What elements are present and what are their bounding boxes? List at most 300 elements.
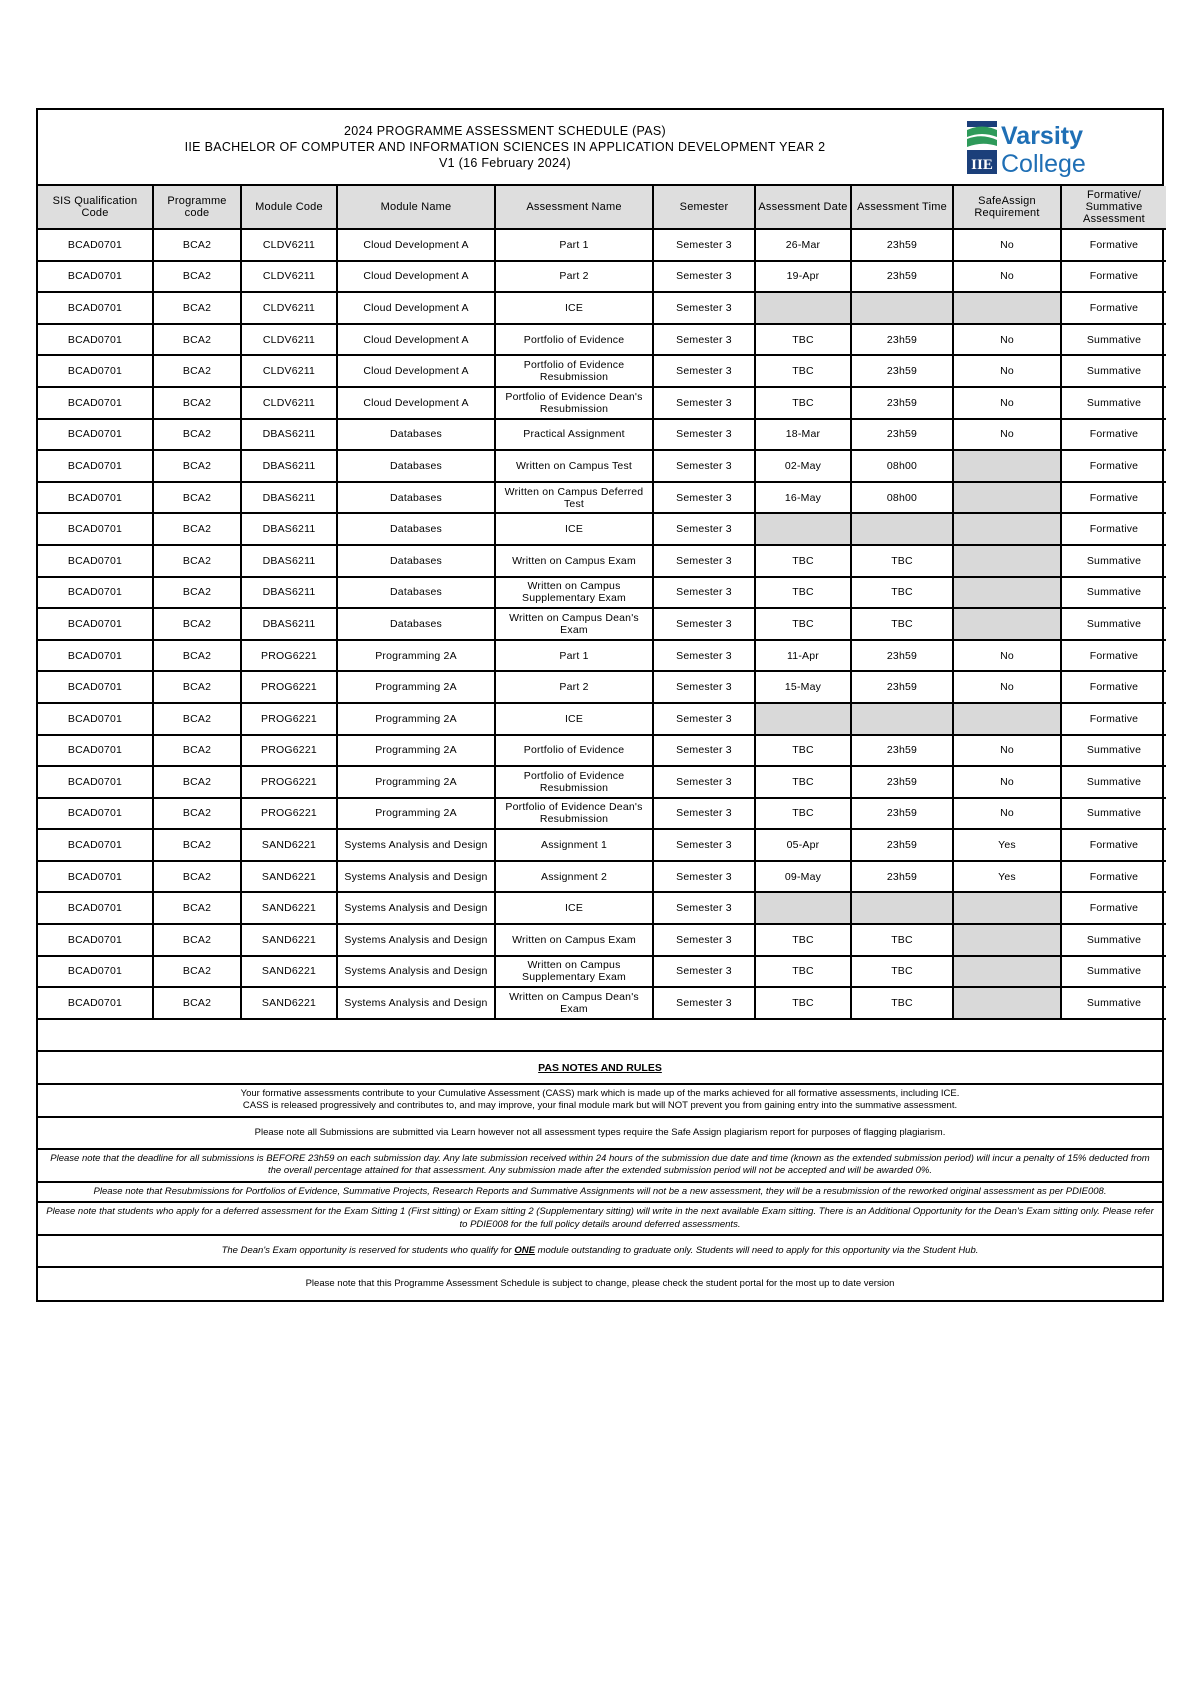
module-name-cell: Databases [337, 513, 495, 545]
assessment-name-cell: ICE [495, 513, 653, 545]
assessment-date-cell: TBC [755, 608, 851, 640]
assessment-time-cell: TBC [851, 545, 953, 577]
module-code-cell: DBAS6211 [241, 450, 337, 482]
assessment-schedule-sheet [36, 108, 1164, 1302]
assessment-type-cell: Summative [1061, 608, 1166, 640]
assessment-type-cell: Summative [1061, 735, 1166, 767]
assessment-name-cell: Portfolio of Evidence Dean's Resubmission [495, 798, 653, 830]
safeassign-cell: No [953, 419, 1061, 451]
sis-code-cell: BCAD0701 [38, 292, 153, 324]
assessment-date-cell: 11-Apr [755, 640, 851, 672]
assessment-time-cell: TBC [851, 956, 953, 988]
column-header: Programme code [153, 186, 241, 229]
module-code-cell: DBAS6211 [241, 545, 337, 577]
assessment-date-cell: TBC [755, 735, 851, 767]
note-deadline: Please note that the deadline for all submissions is BEFORE 23h59 on each submission day. Any late submission received within 24 hours of the submission due date and time (known as the extended submission period) will incur a penalty of 15% deducted from the overall percentage attained for that assessment. Any submission made after the extended submission period will not be accepted and will be awarded 0%. [38, 1150, 1162, 1183]
sis-code-cell: BCAD0701 [38, 892, 153, 924]
safeassign-cell [953, 545, 1061, 577]
note-deans-exam [38, 1236, 1162, 1268]
safeassign-cell [953, 987, 1061, 1019]
sis-code-cell: BCAD0701 [38, 766, 153, 798]
module-code-cell: PROG6221 [241, 640, 337, 672]
module-name-cell: Systems Analysis and Design [337, 956, 495, 988]
assessment-type-cell: Formative [1061, 829, 1166, 861]
assessment-date-cell: TBC [755, 577, 851, 609]
schedule-header [38, 110, 1162, 186]
assessment-name-cell: Written on Campus Deferred Test [495, 482, 653, 514]
programme-code-cell: BCA2 [153, 798, 241, 830]
table-row [38, 482, 1166, 514]
semester-cell: Semester 3 [653, 292, 755, 324]
module-name-cell: Cloud Development A [337, 229, 495, 261]
assessment-name-cell: Portfolio of Evidence Dean's Resubmission [495, 387, 653, 419]
module-code-cell: CLDV6211 [241, 324, 337, 356]
note-disclaimer: Please note that this Programme Assessment Schedule is subject to change, please check the student portal for the most up to date version [305, 1278, 895, 1290]
assessment-name-cell: Written on Campus Test [495, 450, 653, 482]
semester-cell: Semester 3 [653, 861, 755, 893]
assessment-type-cell: Formative [1061, 703, 1166, 735]
module-code-cell: DBAS6211 [241, 419, 337, 451]
assessment-time-cell: 23h59 [851, 798, 953, 830]
semester-cell: Semester 3 [653, 545, 755, 577]
programme-code-cell: BCA2 [153, 577, 241, 609]
table-row [38, 261, 1166, 293]
table-row [38, 577, 1166, 609]
table-row [38, 892, 1166, 924]
table-row [38, 450, 1166, 482]
table-row [38, 798, 1166, 830]
assessment-type-cell: Formative [1061, 261, 1166, 293]
module-name-cell: Programming 2A [337, 798, 495, 830]
semester-cell: Semester 3 [653, 703, 755, 735]
assessment-time-cell: TBC [851, 608, 953, 640]
safeassign-cell [953, 450, 1061, 482]
column-header: Module Code [241, 186, 337, 229]
sis-code-cell: BCAD0701 [38, 924, 153, 956]
assessment-name-cell: ICE [495, 292, 653, 324]
column-header: Assessment Name [495, 186, 653, 229]
safeassign-cell [953, 892, 1061, 924]
assessment-type-cell: Summative [1061, 924, 1166, 956]
semester-cell: Semester 3 [653, 640, 755, 672]
qualification-title: IIE BACHELOR OF COMPUTER AND INFORMATION SCIENCES IN APPLICATION DEVELOPMENT YEAR 2 [184, 140, 826, 154]
assessment-type-cell: Summative [1061, 766, 1166, 798]
assessment-date-cell [755, 292, 851, 324]
assessment-type-cell: Formative [1061, 513, 1166, 545]
sis-code-cell: BCAD0701 [38, 671, 153, 703]
table-row [38, 229, 1166, 261]
assessment-name-cell: Part 1 [495, 229, 653, 261]
module-name-cell: Cloud Development A [337, 355, 495, 387]
programme-code-cell: BCA2 [153, 545, 241, 577]
table-row [38, 324, 1166, 356]
safeassign-cell: Yes [953, 829, 1061, 861]
assessment-date-cell [755, 703, 851, 735]
module-name-cell: Systems Analysis and Design [337, 924, 495, 956]
assessment-date-cell: 26-Mar [755, 229, 851, 261]
sis-code-cell: BCAD0701 [38, 640, 153, 672]
note-resubmission: Please note that Resubmissions for Portfolios of Evidence, Summative Projects, Research Reports and Summative Assignments will not be a new assessment, they will be a resubmission of the reworked original assessment as per PDIE008. [38, 1183, 1162, 1204]
programme-code-cell: BCA2 [153, 324, 241, 356]
module-code-cell: CLDV6211 [241, 229, 337, 261]
safeassign-cell: No [953, 261, 1061, 293]
programme-code-cell: BCA2 [153, 608, 241, 640]
table-row [38, 987, 1166, 1019]
assessment-type-cell: Summative [1061, 798, 1166, 830]
assessment-name-cell: Written on Campus Exam [495, 545, 653, 577]
module-name-cell: Systems Analysis and Design [337, 987, 495, 1019]
module-name-cell: Databases [337, 450, 495, 482]
assessment-name-cell: Portfolio of Evidence [495, 324, 653, 356]
programme-code-cell: BCA2 [153, 419, 241, 451]
assessment-date-cell: TBC [755, 798, 851, 830]
sis-code-cell: BCAD0701 [38, 608, 153, 640]
table-row [38, 766, 1166, 798]
sis-code-cell: BCAD0701 [38, 513, 153, 545]
module-name-cell: Databases [337, 545, 495, 577]
assessment-time-cell: 23h59 [851, 829, 953, 861]
assessment-time-cell [851, 513, 953, 545]
safeassign-cell: No [953, 229, 1061, 261]
assessment-time-cell: 23h59 [851, 229, 953, 261]
module-name-cell: Cloud Development A [337, 387, 495, 419]
programme-code-cell: BCA2 [153, 892, 241, 924]
sis-code-cell: BCAD0701 [38, 735, 153, 767]
assessment-name-cell: Written on Campus Dean's Exam [495, 608, 653, 640]
table-row [38, 640, 1166, 672]
note-cass [38, 1085, 1162, 1118]
sis-code-cell: BCAD0701 [38, 419, 153, 451]
assessment-name-cell: Written on Campus Supplementary Exam [495, 956, 653, 988]
safeassign-cell [953, 513, 1061, 545]
module-code-cell: SAND6221 [241, 924, 337, 956]
note-cass-line-1: Your formative assessments contribute to your Cumulative Assessment (CASS) mark which is made up of the marks achieved for all formative assessments, including ICE. [240, 1087, 960, 1099]
module-name-cell: Systems Analysis and Design [337, 861, 495, 893]
assessment-time-cell: 23h59 [851, 355, 953, 387]
semester-cell: Semester 3 [653, 956, 755, 988]
assessment-time-cell: 08h00 [851, 450, 953, 482]
programme-code-cell: BCA2 [153, 671, 241, 703]
table-row [38, 735, 1166, 767]
programme-code-cell: BCA2 [153, 292, 241, 324]
sis-code-cell: BCAD0701 [38, 577, 153, 609]
assessment-name-cell: Portfolio of Evidence [495, 735, 653, 767]
programme-code-cell: BCA2 [153, 640, 241, 672]
assessment-date-cell: TBC [755, 387, 851, 419]
assessment-type-cell: Summative [1061, 987, 1166, 1019]
assessment-date-cell [755, 892, 851, 924]
assessment-name-cell: ICE [495, 892, 653, 924]
semester-cell: Semester 3 [653, 229, 755, 261]
programme-code-cell: BCA2 [153, 861, 241, 893]
module-code-cell: SAND6221 [241, 829, 337, 861]
safeassign-cell: No [953, 640, 1061, 672]
column-header: Assessment Time [851, 186, 953, 229]
assessment-date-cell: 05-Apr [755, 829, 851, 861]
semester-cell: Semester 3 [653, 261, 755, 293]
table-row [38, 861, 1166, 893]
assessment-name-cell: ICE [495, 703, 653, 735]
logo-word-college: College [1001, 150, 1086, 177]
module-code-cell: PROG6221 [241, 798, 337, 830]
safeassign-cell: No [953, 798, 1061, 830]
assessment-name-cell: Part 2 [495, 261, 653, 293]
safeassign-cell [953, 608, 1061, 640]
assessment-name-cell: Written on Campus Exam [495, 924, 653, 956]
column-header: SafeAssign Requirement [953, 186, 1061, 229]
semester-cell: Semester 3 [653, 892, 755, 924]
semester-cell: Semester 3 [653, 671, 755, 703]
note-deferred: Please note that students who apply for a deferred assessment for the Exam Sitting 1 (First sitting) or Exam sitting 2 (Supplementary sitting) will write in the next available Exam sitting. There is an Additional Opportunity for the Dean's Exam sitting only. Please refer to PDIE008 for the full policy details around deferred assessments. [38, 1203, 1162, 1236]
table-body [38, 229, 1166, 1019]
safeassign-cell [953, 956, 1061, 988]
assessment-type-cell: Summative [1061, 577, 1166, 609]
table-row [38, 671, 1166, 703]
table-row [38, 419, 1166, 451]
logo-word-varsity: Varsity [1001, 122, 1084, 150]
assessment-type-cell: Formative [1061, 671, 1166, 703]
assessment-time-cell: 23h59 [851, 671, 953, 703]
table-row [38, 829, 1166, 861]
sis-code-cell: BCAD0701 [38, 829, 153, 861]
safeassign-cell [953, 482, 1061, 514]
module-code-cell: SAND6221 [241, 892, 337, 924]
assessment-date-cell: TBC [755, 987, 851, 1019]
table-row [38, 513, 1166, 545]
module-name-cell: Databases [337, 419, 495, 451]
programme-code-cell: BCA2 [153, 229, 241, 261]
programme-code-cell: BCA2 [153, 387, 241, 419]
assessment-date-cell: TBC [755, 545, 851, 577]
sis-code-cell: BCAD0701 [38, 387, 153, 419]
assessment-time-cell: 23h59 [851, 766, 953, 798]
column-header: SIS Qualification Code [38, 186, 153, 229]
module-code-cell: PROG6221 [241, 735, 337, 767]
programme-code-cell: BCA2 [153, 482, 241, 514]
safeassign-cell [953, 292, 1061, 324]
assessment-time-cell: 08h00 [851, 482, 953, 514]
module-code-cell: CLDV6211 [241, 355, 337, 387]
assessment-type-cell: Summative [1061, 387, 1166, 419]
version-label: V1 (16 February 2024) [438, 156, 572, 170]
assessment-name-cell: Portfolio of Evidence Resubmission [495, 355, 653, 387]
notes-heading: PAS NOTES AND RULES [38, 1052, 1162, 1085]
assessment-type-cell: Summative [1061, 545, 1166, 577]
assessment-type-cell: Formative [1061, 892, 1166, 924]
module-name-cell: Cloud Development A [337, 292, 495, 324]
assessment-time-cell: TBC [851, 577, 953, 609]
assessment-time-cell: 23h59 [851, 640, 953, 672]
assessment-name-cell: Assignment 1 [495, 829, 653, 861]
semester-cell: Semester 3 [653, 829, 755, 861]
table-row [38, 355, 1166, 387]
sis-code-cell: BCAD0701 [38, 450, 153, 482]
assessment-time-cell: TBC [851, 924, 953, 956]
assessment-date-cell: 09-May [755, 861, 851, 893]
semester-cell: Semester 3 [653, 387, 755, 419]
module-code-cell: DBAS6211 [241, 608, 337, 640]
programme-code-cell: BCA2 [153, 703, 241, 735]
note-deans-text-2: module outstanding to graduate only. Students will need to apply for this opportunity via the Student Hub. [534, 1245, 979, 1257]
sis-code-cell: BCAD0701 [38, 798, 153, 830]
safeassign-cell: No [953, 387, 1061, 419]
module-code-cell: SAND6221 [241, 861, 337, 893]
module-name-cell: Programming 2A [337, 671, 495, 703]
assessment-date-cell: TBC [755, 324, 851, 356]
column-header: Formative/ Summative Assessment [1061, 186, 1166, 229]
note-cass-line-2: CASS is released progressively and contributes to, and may improve, your final module mark but will NOT prevent you from gaining entry into the summative assessment. [242, 1100, 958, 1112]
assessment-time-cell [851, 703, 953, 735]
module-code-cell: DBAS6211 [241, 482, 337, 514]
assessment-name-cell: Assignment 2 [495, 861, 653, 893]
semester-cell: Semester 3 [653, 735, 755, 767]
assessment-type-cell: Formative [1061, 292, 1166, 324]
semester-cell: Semester 3 [653, 798, 755, 830]
programme-code-cell: BCA2 [153, 450, 241, 482]
assessment-type-cell: Formative [1061, 640, 1166, 672]
module-name-cell: Systems Analysis and Design [337, 829, 495, 861]
sis-code-cell: BCAD0701 [38, 355, 153, 387]
module-code-cell: CLDV6211 [241, 387, 337, 419]
assessment-type-cell: Formative [1061, 450, 1166, 482]
safeassign-cell [953, 924, 1061, 956]
safeassign-cell [953, 577, 1061, 609]
sis-code-cell: BCAD0701 [38, 956, 153, 988]
module-name-cell: Programming 2A [337, 766, 495, 798]
programme-code-cell: BCA2 [153, 735, 241, 767]
assessment-table [38, 186, 1166, 1020]
sis-code-cell: BCAD0701 [38, 861, 153, 893]
table-row [38, 703, 1166, 735]
module-name-cell: Programming 2A [337, 703, 495, 735]
assessment-type-cell: Formative [1061, 482, 1166, 514]
assessment-date-cell: TBC [755, 956, 851, 988]
semester-cell: Semester 3 [653, 577, 755, 609]
semester-cell: Semester 3 [653, 482, 755, 514]
assessment-date-cell: TBC [755, 924, 851, 956]
assessment-date-cell: 16-May [755, 482, 851, 514]
table-row [38, 545, 1166, 577]
module-code-cell: CLDV6211 [241, 292, 337, 324]
assessment-date-cell: 18-Mar [755, 419, 851, 451]
assessment-time-cell [851, 292, 953, 324]
sis-code-cell: BCAD0701 [38, 703, 153, 735]
assessment-type-cell: Formative [1061, 229, 1166, 261]
module-name-cell: Programming 2A [337, 640, 495, 672]
spacer-row [38, 1020, 1162, 1052]
semester-cell: Semester 3 [653, 766, 755, 798]
table-row [38, 292, 1166, 324]
note-safeassign: Please note all Submissions are submitted via Learn however not all assessment types require the Safe Assign plagiarism report for purposes of flagging plagiarism. [38, 1118, 1162, 1150]
safeassign-cell [953, 703, 1061, 735]
assessment-time-cell: TBC [851, 987, 953, 1019]
semester-cell: Semester 3 [653, 513, 755, 545]
table-row [38, 924, 1166, 956]
assessment-name-cell: Portfolio of Evidence Resubmission [495, 766, 653, 798]
table-row [38, 387, 1166, 419]
table-header-row [38, 186, 1166, 229]
programme-code-cell: BCA2 [153, 766, 241, 798]
semester-cell: Semester 3 [653, 450, 755, 482]
module-code-cell: CLDV6211 [241, 261, 337, 293]
assessment-date-cell: TBC [755, 766, 851, 798]
semester-cell: Semester 3 [653, 324, 755, 356]
safeassign-cell: No [953, 671, 1061, 703]
module-name-cell: Cloud Development A [337, 324, 495, 356]
safeassign-cell: No [953, 324, 1061, 356]
assessment-type-cell: Summative [1061, 355, 1166, 387]
assessment-type-cell: Formative [1061, 861, 1166, 893]
programme-code-cell: BCA2 [153, 261, 241, 293]
sis-code-cell: BCAD0701 [38, 987, 153, 1019]
sis-code-cell: BCAD0701 [38, 324, 153, 356]
assessment-name-cell: Practical Assignment [495, 419, 653, 451]
schedule-title-block [38, 123, 972, 171]
module-name-cell: Databases [337, 608, 495, 640]
assessment-type-cell: Summative [1061, 956, 1166, 988]
sis-code-cell: BCAD0701 [38, 229, 153, 261]
note-deans-text-1: The Dean's Exam opportunity is reserved for students who qualify for [221, 1245, 515, 1257]
sis-code-cell: BCAD0701 [38, 545, 153, 577]
programme-code-cell: BCA2 [153, 829, 241, 861]
assessment-time-cell: 23h59 [851, 261, 953, 293]
logo-badge-text: IIE [971, 157, 993, 173]
assessment-type-cell: Formative [1061, 419, 1166, 451]
sis-code-cell: BCAD0701 [38, 482, 153, 514]
assessment-time-cell: 23h59 [851, 324, 953, 356]
assessment-name-cell: Part 2 [495, 671, 653, 703]
assessment-date-cell: 15-May [755, 671, 851, 703]
safeassign-cell: Yes [953, 861, 1061, 893]
assessment-name-cell: Written on Campus Dean's Exam [495, 987, 653, 1019]
column-header: Assessment Date [755, 186, 851, 229]
assessment-type-cell: Summative [1061, 324, 1166, 356]
safeassign-cell: No [953, 766, 1061, 798]
assessment-time-cell: 23h59 [851, 419, 953, 451]
assessment-time-cell [851, 892, 953, 924]
module-code-cell: PROG6221 [241, 671, 337, 703]
assessment-name-cell: Part 1 [495, 640, 653, 672]
sis-code-cell: BCAD0701 [38, 261, 153, 293]
varsity-college-logo [967, 119, 1107, 177]
assessment-time-cell: 23h59 [851, 861, 953, 893]
assessment-date-cell: TBC [755, 355, 851, 387]
semester-cell: Semester 3 [653, 355, 755, 387]
semester-cell: Semester 3 [653, 419, 755, 451]
assessment-time-cell: 23h59 [851, 387, 953, 419]
programme-code-cell: BCA2 [153, 987, 241, 1019]
assessment-name-cell: Written on Campus Supplementary Exam [495, 577, 653, 609]
module-code-cell: SAND6221 [241, 987, 337, 1019]
module-code-cell: PROG6221 [241, 703, 337, 735]
module-code-cell: PROG6221 [241, 766, 337, 798]
programme-code-cell: BCA2 [153, 956, 241, 988]
column-header: Semester [653, 186, 755, 229]
semester-cell: Semester 3 [653, 608, 755, 640]
module-name-cell: Databases [337, 577, 495, 609]
assessment-time-cell: 23h59 [851, 735, 953, 767]
assessment-date-cell [755, 513, 851, 545]
semester-cell: Semester 3 [653, 987, 755, 1019]
safeassign-cell: No [953, 735, 1061, 767]
assessment-date-cell: 19-Apr [755, 261, 851, 293]
semester-cell: Semester 3 [653, 924, 755, 956]
schedule-title: 2024 PROGRAMME ASSESSMENT SCHEDULE (PAS) [343, 124, 667, 138]
programme-code-cell: BCA2 [153, 513, 241, 545]
column-header: Module Name [337, 186, 495, 229]
module-code-cell: DBAS6211 [241, 513, 337, 545]
module-name-cell: Cloud Development A [337, 261, 495, 293]
